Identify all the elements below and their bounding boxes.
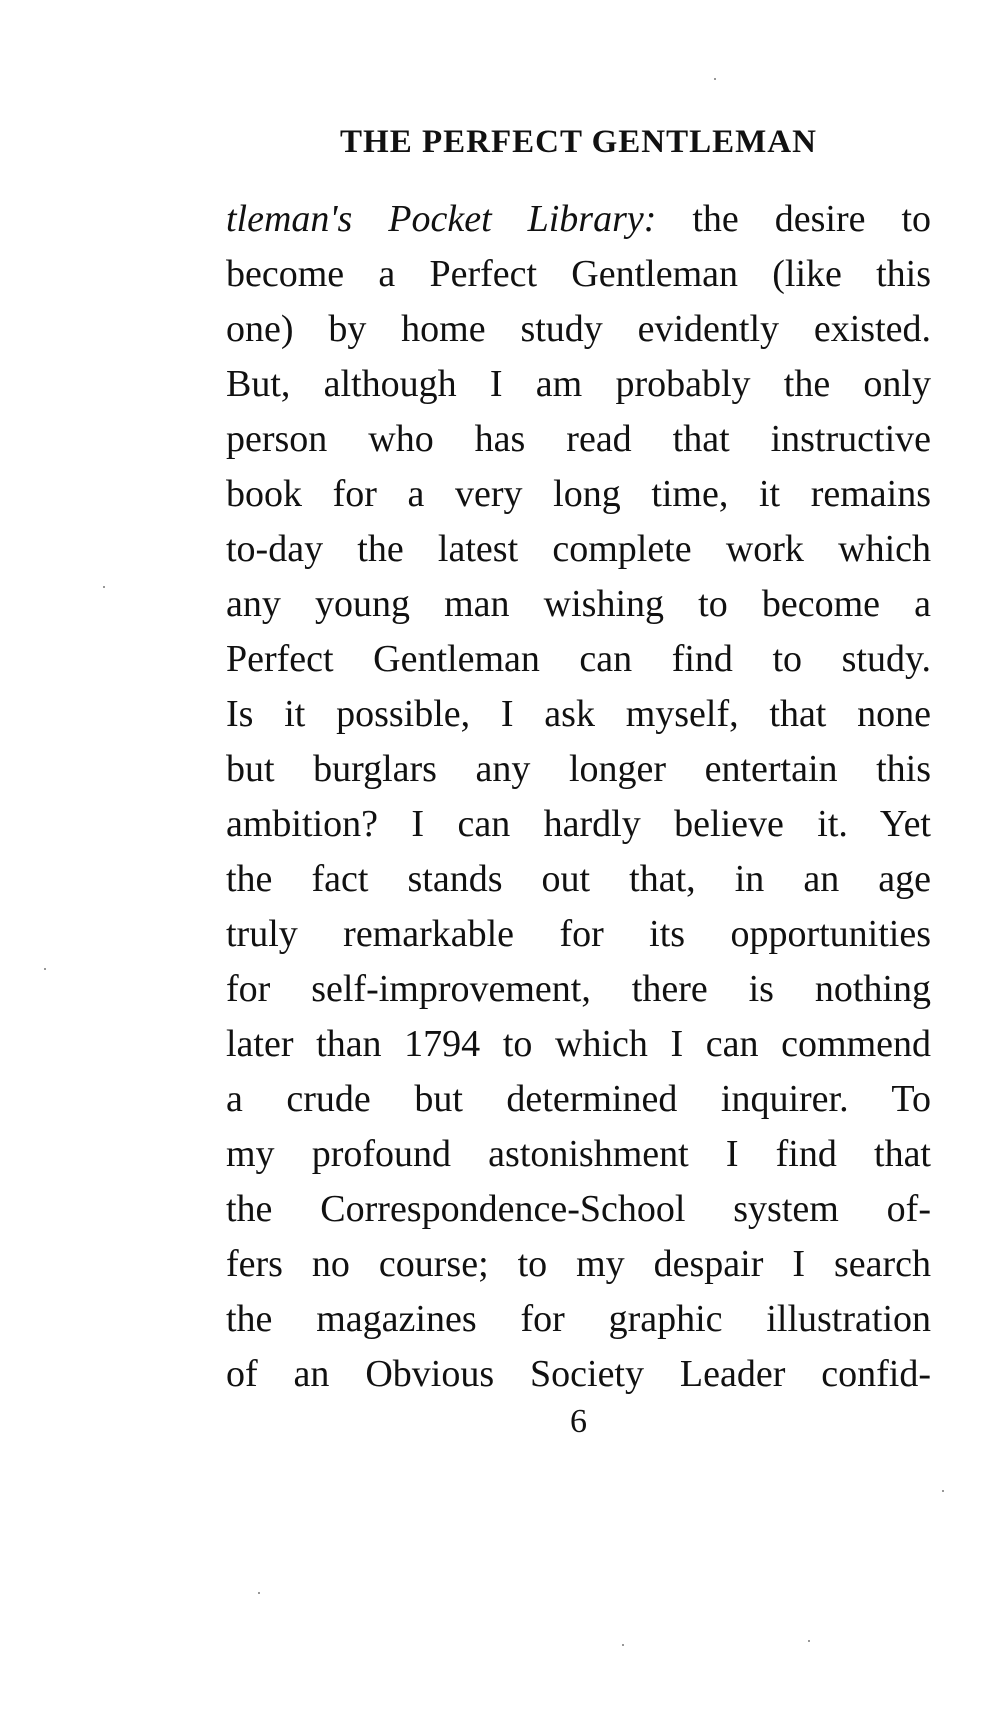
text-line: later than 1794 to which I can commend bbox=[226, 1023, 931, 1065]
text-line: a crude but determined inquirer. To bbox=[226, 1078, 931, 1120]
text-line: Is it possible, I ask myself, that none bbox=[226, 693, 931, 735]
page-number: 6 bbox=[570, 1403, 587, 1440]
text-line: become a Perfect Gentleman (like this bbox=[226, 253, 931, 295]
text-line: one) by home study evidently existed. bbox=[226, 308, 931, 350]
text-line: person who has read that instructive bbox=[226, 418, 931, 460]
paper-speck bbox=[808, 1640, 810, 1642]
body-text bbox=[226, 192, 931, 1402]
text-line: But, although I am probably the only bbox=[226, 363, 931, 405]
running-head: THE PERFECT GENTLEMAN bbox=[340, 124, 817, 160]
paper-speck bbox=[258, 1592, 260, 1594]
text-line: for self-improvement, there is nothing bbox=[226, 968, 931, 1010]
text-line: fers no course; to my despair I search bbox=[226, 1243, 931, 1285]
paper-speck bbox=[622, 1644, 624, 1646]
text-line: tleman's Pocket Library: the desire to bbox=[226, 198, 932, 240]
text-line: the Correspondence-School system of- bbox=[226, 1188, 931, 1230]
text-line: the magazines for graphic illustration bbox=[226, 1298, 931, 1340]
text-line: my profound astonishment I find that bbox=[226, 1133, 931, 1175]
text-line: Perfect Gentleman can find to study. bbox=[226, 638, 931, 680]
text-line: any young man wishing to become a bbox=[226, 583, 931, 625]
book-title-italic: tleman's Pocket Library: bbox=[226, 198, 657, 240]
paper-speck bbox=[44, 968, 46, 970]
text-line: book for a very long time, it remains bbox=[226, 473, 931, 515]
text-line: but burglars any longer entertain this bbox=[226, 748, 931, 790]
text-line: to-day the latest complete work which bbox=[226, 528, 931, 570]
paper-speck bbox=[942, 1490, 944, 1492]
text-line: of an Obvious Society Leader confid- bbox=[226, 1353, 931, 1395]
text-line: ambition? I can hardly believe it. Yet bbox=[226, 803, 931, 845]
text-line: truly remarkable for its opportunities bbox=[226, 913, 931, 955]
paper-speck bbox=[103, 586, 105, 588]
paper-speck bbox=[714, 78, 716, 80]
text-line: the fact stands out that, in an age bbox=[226, 858, 931, 900]
